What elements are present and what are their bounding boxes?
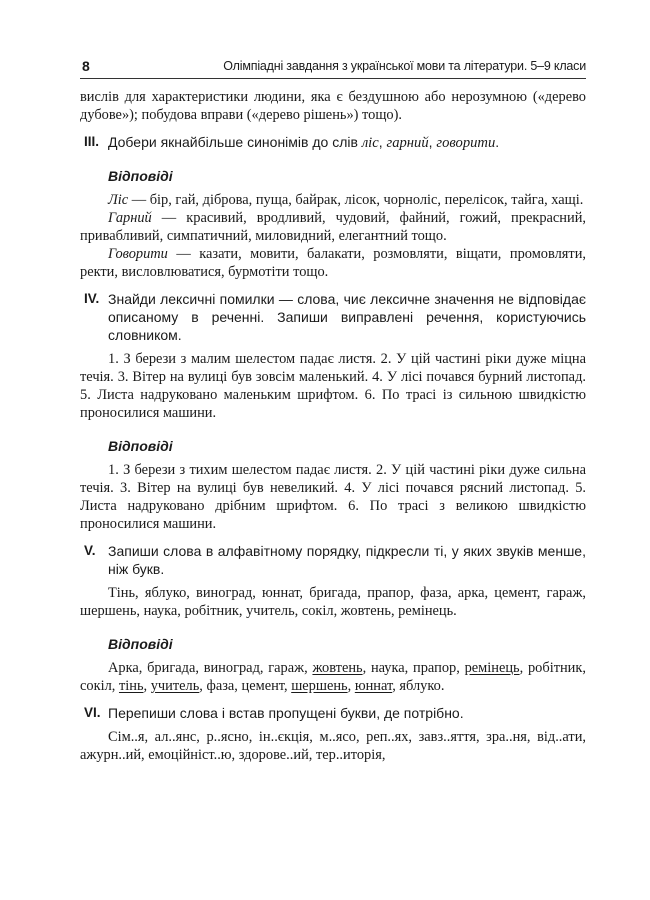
task-instruction: Знайди лексичні помилки — слова, чиє лексичне значення не відповідає описаному в реченні. Запиши виправлені речення, користуючись словником. (108, 291, 586, 343)
running-header (80, 58, 586, 78)
answer-token: , (304, 660, 313, 676)
exercise-text: Сім..я, ал..янс, р..ясно, ін..єкція, м..ясо, реп..ях, завз..яття, зра..ня, від..ати, ажурн..ий, емоційніст..ю, здорове..ий, тер..иторія, (80, 729, 586, 763)
exercise-text: 1. З берези з малим шелестом падає листя. 2. У цій частині ріки дуже міцна течія. 3. Вітер на вулиці був зовсім маленький. 4. У лісі почався бурний листопад. 5. Листа надруковано маленьким шрифтом. 6. По трасі із сильною швидкістю проносилися машини. (80, 351, 586, 421)
answer-token: , (138, 660, 148, 676)
answer-token: Арка (108, 660, 139, 676)
answer-token: , (234, 678, 242, 694)
underlined-word: учитель (150, 678, 200, 694)
answer-token: , (259, 660, 269, 676)
header-rule (80, 78, 586, 79)
answer-token: , (456, 660, 465, 676)
task-instruction: Перепиши слова і встав пропущені букви, де потрібно. (108, 705, 464, 721)
task-instruction: Запиши слова в алфавітному порядку, підкресли ті, у яких звуків менше, ніж букв. (108, 543, 586, 577)
underlined-word: ремінець (464, 660, 520, 676)
answer-token: , (519, 660, 528, 676)
task-number: VI. (84, 705, 101, 720)
answer-token: цемент (241, 678, 284, 694)
underlined-word: юннат (354, 678, 393, 694)
answer-token: , (143, 678, 151, 694)
answer-token: , (199, 678, 207, 694)
answer-token: , (111, 678, 119, 694)
answer-token: сокіл (80, 678, 112, 694)
running-title: Олімпіадні завдання з української мови та літератури. 5–9 класи (223, 59, 586, 73)
underlined-word: тінь (118, 678, 144, 694)
answer-line: Ліс — бір, гай, діброва, пуща, байрак, лісок, чорноліс, перелісок, тайга, хащі. (108, 192, 584, 208)
answer-token: , (347, 678, 355, 694)
task-number: IV. (84, 291, 100, 306)
answer-token: , (392, 678, 400, 694)
answers-heading: Відповіді (108, 168, 173, 184)
answer-token: гараж (268, 660, 305, 676)
task-instruction: Добери якнайбільше синонімів до слів ліс, гарний, говорити. (108, 134, 500, 151)
task-number: III. (84, 134, 100, 149)
task-5 (80, 542, 586, 578)
page-number: 8 (82, 58, 90, 74)
task-4 (80, 290, 586, 344)
answer-text: 1. З берези з тихим шелестом падає листя. 2. У цій частині ріки дуже сильна течія. 3. Вітер на вулиці був невеликий. 4. У лісі почався рясний листопад. 5. Листа надруковано дрібним шрифтом. 6. По трасі з великою швидкістю проносилися машини. (80, 462, 586, 532)
task-number: V. (84, 543, 96, 558)
answer-token: , (195, 660, 204, 676)
answer-token: робітник (527, 660, 583, 676)
task-6 (80, 704, 586, 722)
exercise-text: Тінь, яблуко, виноград, юннат, бригада, прапор, фаза, арка, цемент, гараж, шершень, наука, робітник, учитель, сокіл, жовтень, ремінець. (80, 585, 586, 619)
page-content (80, 88, 586, 764)
answer-token: бригада (147, 660, 196, 676)
answer-token: прапор (413, 660, 457, 676)
underlined-word: шершень (291, 678, 348, 694)
answer-token: , (582, 660, 586, 676)
answers-heading: Відповіді (108, 636, 173, 652)
intro-paragraph: вислів для характеристики людини, яка є бездушною або нерозумною («дерево дубове»); побудова вправи («дерево рішень») тощо). (80, 89, 586, 123)
answer-token: , (362, 660, 371, 676)
answer-line: Гарний — красивий, вродливий, чудовий, файний, гожий, прекрасний, привабливий, симпатичний, миловидний, елегантний тощо. (80, 210, 586, 244)
answer-token: , (284, 678, 292, 694)
answers-heading: Відповіді (108, 438, 173, 454)
answer-token: яблуко (399, 678, 441, 694)
answer-line: Говорити — казати, мовити, балакати, розмовляти, віщати, промовляти, ректи, висловлюватися, бурмотіти тощо. (80, 246, 586, 280)
answer-token: , (404, 660, 414, 676)
answer-token: виноград (203, 660, 260, 676)
answer-token: . (440, 678, 445, 694)
answer-token: наука (370, 660, 405, 676)
answer-token: фаза (206, 678, 235, 694)
task-3 (80, 133, 586, 152)
underlined-word: жовтень (312, 660, 363, 676)
answer-text (80, 659, 586, 695)
